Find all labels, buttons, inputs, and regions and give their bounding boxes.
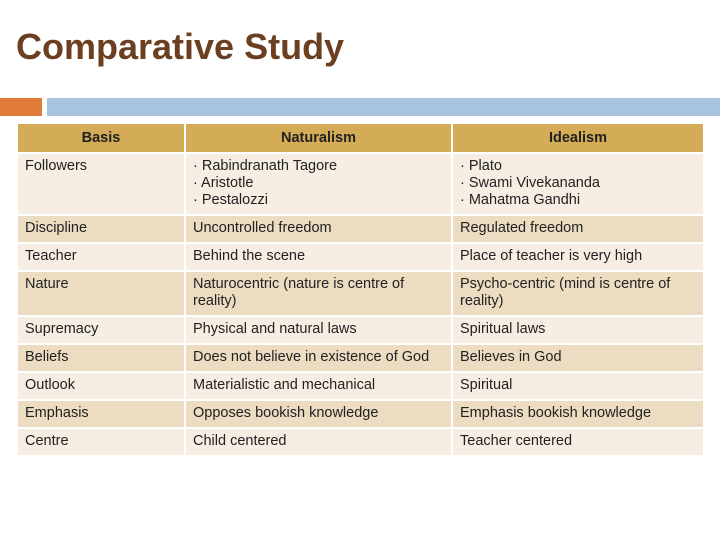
accent-bar-blue: [47, 98, 720, 116]
cell-basis: Nature: [18, 271, 185, 316]
cell-idealism: Spiritual laws: [452, 316, 703, 344]
cell-naturalism: Behind the scene: [185, 243, 452, 271]
cell-idealism: Place of teacher is very high: [452, 243, 703, 271]
table-row: [18, 271, 703, 316]
cell-naturalism: Materialistic and mechanical: [185, 372, 452, 400]
cell-basis: Followers: [18, 153, 185, 215]
table-row: [18, 400, 703, 428]
cell-naturalism: Opposes bookish knowledge: [185, 400, 452, 428]
table-row: [18, 243, 703, 271]
list-item: · Swami Vivekananda: [460, 175, 600, 191]
cell-idealism: Emphasis bookish knowledge: [452, 400, 703, 428]
cell-basis: Beliefs: [18, 344, 185, 372]
accent-bar-orange: [0, 98, 42, 116]
cell-idealism: Regulated freedom: [452, 215, 703, 243]
table-row: [18, 215, 703, 243]
cell-naturalism: Does not believe in existence of God: [185, 344, 452, 372]
cell-naturalism: Child centered: [185, 428, 452, 455]
cell-idealism: Spiritual: [452, 372, 703, 400]
cell-basis: Centre: [18, 428, 185, 455]
cell-basis: Outlook: [18, 372, 185, 400]
table-row: [18, 153, 703, 215]
table-row: [18, 316, 703, 344]
cell-naturalism: Uncontrolled freedom: [185, 215, 452, 243]
cell-idealism: Psycho-centric (mind is centre of reality): [452, 271, 703, 316]
list-item: · Plato: [460, 158, 502, 174]
list-item: · Mahatma Gandhi: [460, 192, 581, 208]
cell-basis: Teacher: [18, 243, 185, 271]
list-item: · Pestalozzi: [193, 192, 268, 208]
cell-basis: Discipline: [18, 215, 185, 243]
header-idealism: Idealism: [452, 124, 703, 153]
table-header-row: [18, 124, 703, 153]
list-item: · Rabindranath Tagore: [193, 158, 338, 174]
header-basis: Basis: [18, 124, 185, 153]
list-item: · Aristotle: [193, 175, 254, 191]
cell-naturalism: Naturocentric (nature is centre of reality): [185, 271, 452, 316]
cell-idealism: [452, 153, 703, 215]
cell-basis: Emphasis: [18, 400, 185, 428]
table-row: [18, 372, 703, 400]
comparison-table: [18, 124, 703, 455]
cell-basis: Supremacy: [18, 316, 185, 344]
cell-naturalism: [185, 153, 452, 215]
header-naturalism: Naturalism: [185, 124, 452, 153]
cell-naturalism: Physical and natural laws: [185, 316, 452, 344]
cell-idealism: Teacher centered: [452, 428, 703, 455]
table-row: [18, 428, 703, 455]
cell-idealism: Believes in God: [452, 344, 703, 372]
slide-title: Comparative Study: [16, 26, 345, 67]
table-row: [18, 344, 703, 372]
